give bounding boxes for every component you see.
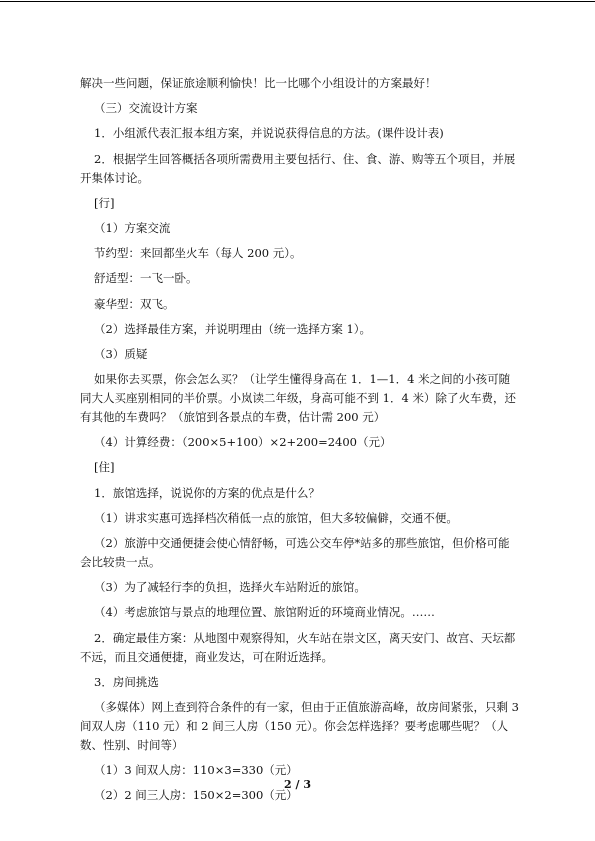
paragraph: （3）为了减轻行李的负担，选择火车站附近的旅馆。 bbox=[94, 580, 366, 595]
paragraph: （1）讲求实惠可选择档次稍低一点的旅馆，但大多较偏僻，交通不便。 bbox=[94, 510, 458, 525]
paragraph: [行] bbox=[94, 195, 115, 210]
page-number: 2 / 3 bbox=[284, 778, 311, 791]
paragraph: （4）考虑旅馆与景点的地理位置、旅馆附近的环境商业情况。…… bbox=[94, 605, 435, 620]
paragraph: （1）方案交流 bbox=[94, 220, 171, 235]
paragraph: （多媒体）网上查到符合条件的有一家，但由于正值旅游高峰，故房间紧张，只剩 3 间双人房（110 元）和 2 间三人房（150 元）。你会怎样选择？要考虑哪些呢？（人数、性别、时间等） bbox=[80, 699, 519, 752]
paragraph: 3．房间挑选 bbox=[94, 674, 159, 689]
paragraph: （4）计算经费：（200×5+100）×2+200=2400（元） bbox=[94, 435, 392, 450]
paragraph: 解决一些问题，保证旅途顺利愉快！比一比哪个小组设计的方案最好！ bbox=[80, 76, 437, 90]
paragraph: （2）旅游中交通便捷会使心情舒畅，可选公交车停*站多的那些旅馆，但价格可能会比较贵一点。 bbox=[80, 536, 510, 569]
paragraph: （2）2 间三人房：150×2=300（元） bbox=[94, 788, 298, 803]
paragraph: （2）选择最佳方案，并说明理由（统一选择方案 1）。 bbox=[94, 321, 372, 336]
paragraph: 豪华型：双飞。 bbox=[94, 296, 175, 311]
paragraph: 1．小组派代表汇报本组方案，并说说获得信息的方法。(课件设计表) bbox=[94, 126, 444, 141]
paragraph: （三）交流设计方案 bbox=[94, 101, 198, 116]
paragraph: 2．确定最佳方案：从地图中观察得知，火车站在崇文区，离天安门、故宫、天坛都不远，而且交通便捷，商业发达，可在附近选择。 bbox=[80, 630, 516, 664]
paragraph: （3）质疑 bbox=[94, 346, 148, 361]
top-border bbox=[0, 1, 595, 2]
paragraph: （1）3 间双人房：110×3=330（元） bbox=[94, 763, 298, 778]
paragraph: 如果你去买票，你会怎么买？（让学生懂得身高在 1．1—1．4 米之间的小孩可随同大人买座别相同的半价票。小岚读二年级，身高可能不到 1．4 米）除了火车费，还有其他的车费吗？（旅馆到各景点的车费，估计需 200 元） bbox=[80, 372, 516, 425]
paragraph: 舒适型：一飞一卧。 bbox=[94, 271, 198, 286]
paragraph: 2．根据学生回答概括各项所需费用主要包括行、住、食、游、购等五个项目，并展开集体讨论。 bbox=[80, 151, 516, 185]
paragraph: [住] bbox=[94, 460, 115, 475]
paragraph: 1．旅馆选择，说说你的方案的优点是什么？ bbox=[94, 485, 320, 500]
paragraph: 节约型：来回都坐火车（每人 200 元）。 bbox=[94, 246, 302, 261]
document-body bbox=[80, 74, 520, 812]
